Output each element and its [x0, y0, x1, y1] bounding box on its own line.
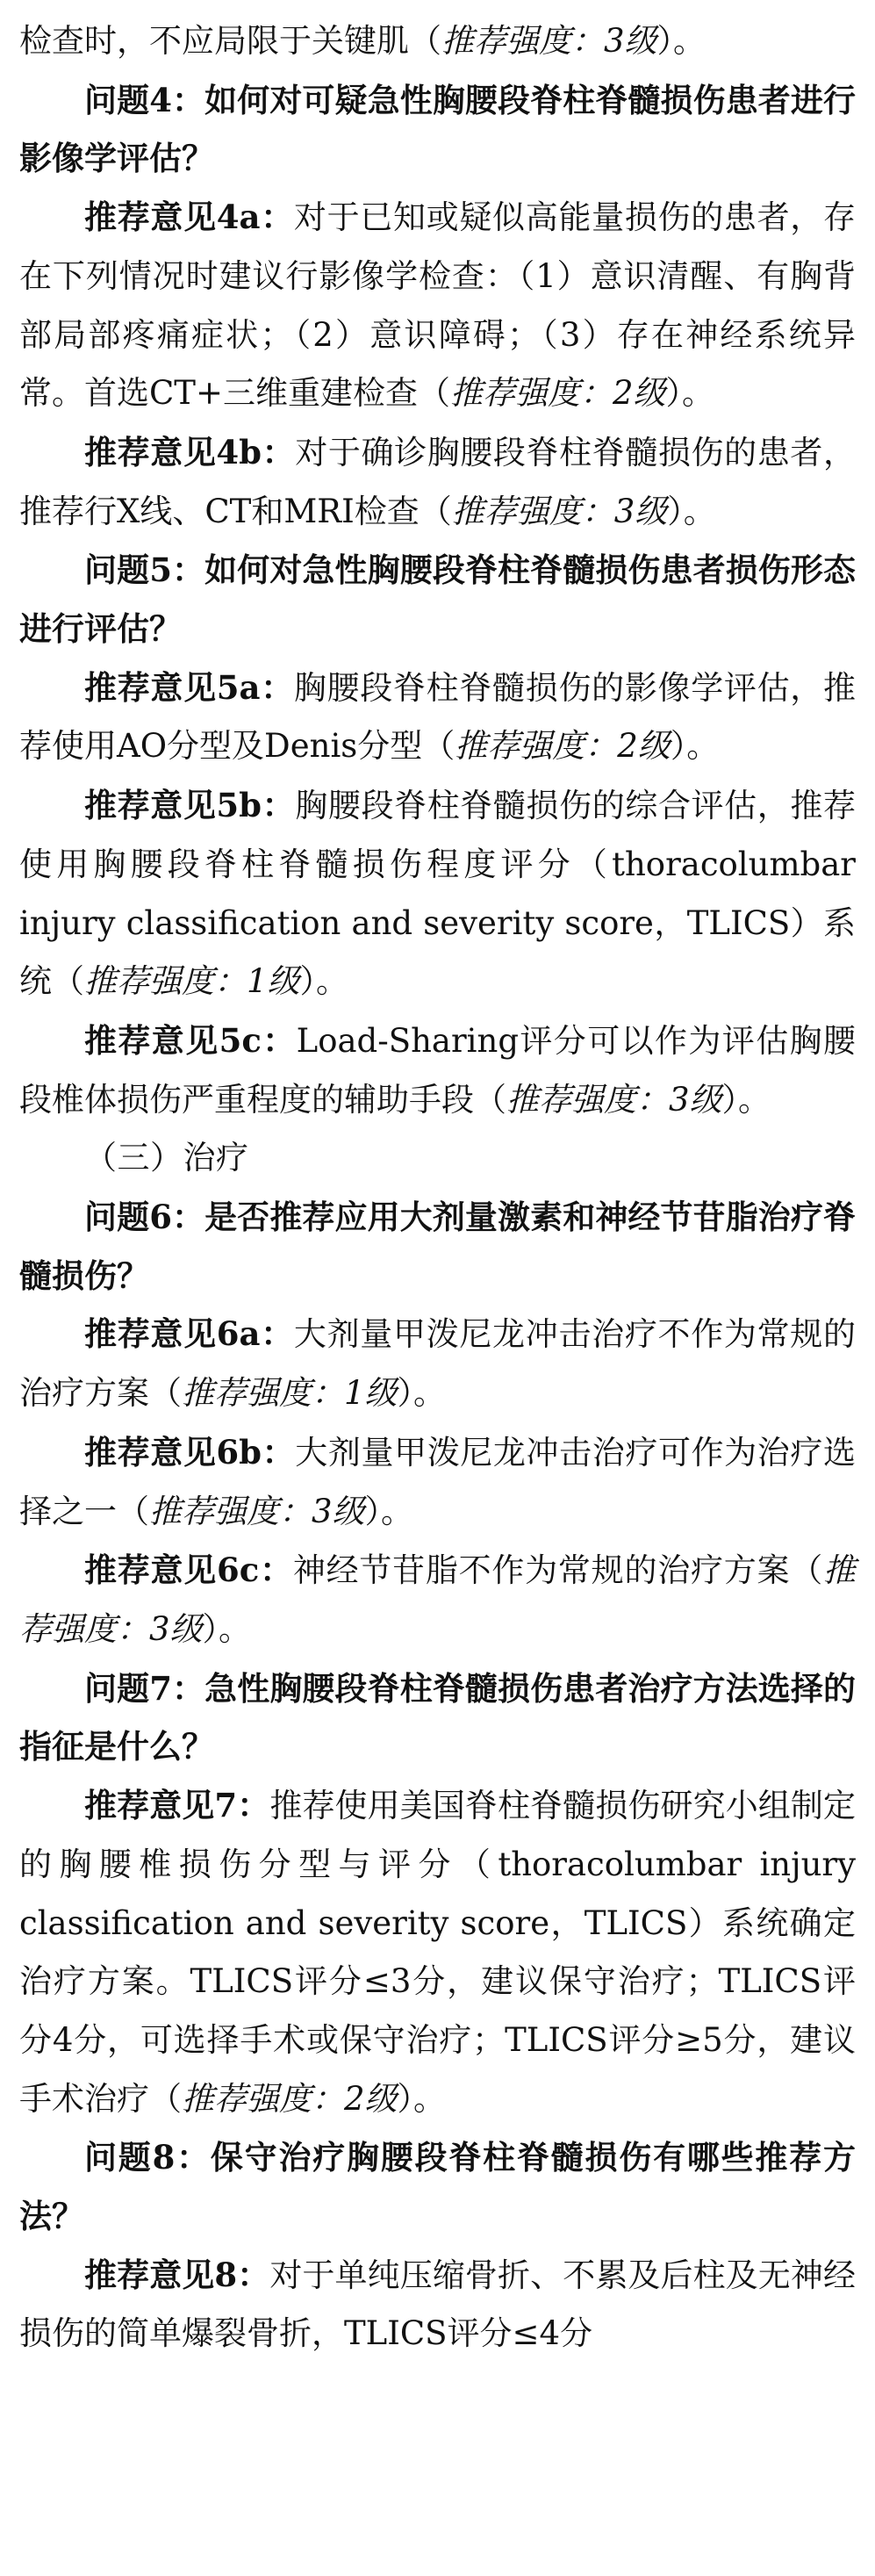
- question-6: [19, 1188, 856, 1305]
- recommendation-text: 胸腰段脊柱脊髓损伤的影像学评估，推荐使用AO分型及Denis分型（: [19, 668, 857, 766]
- recommendation-6a: [19, 1305, 856, 1422]
- text-tail: ）。: [670, 727, 720, 766]
- recommendation-label: 推荐意见6a：: [84, 1314, 294, 1354]
- text-tail: ）。: [364, 1492, 414, 1530]
- recommendation-label: 推荐意见4a：: [84, 198, 294, 237]
- recommendation-7: [19, 1776, 856, 2128]
- question-8: [19, 2128, 856, 2245]
- question-label: 问题8：: [84, 2138, 211, 2177]
- question-7: [19, 1659, 856, 1776]
- recommendation-strength: 推荐强度：2级: [450, 374, 666, 413]
- paragraph-1: [19, 12, 856, 71]
- recommendation-4b: [19, 423, 856, 541]
- text-tail: ）。: [202, 1609, 252, 1648]
- recommendation-text: 神经节苷脂不作为常规的治疗方案（: [292, 1551, 824, 1590]
- recommendation-strength: 推荐强度：1级: [84, 962, 300, 1001]
- recommendation-text: 对于单纯压缩骨折、不累及后柱及无神经损伤的简单爆裂骨折，TLICS评分≤4分: [19, 2256, 857, 2353]
- recommendation-strength: 推荐强度：1级: [182, 1374, 398, 1413]
- text-tail: ）。: [665, 374, 715, 413]
- recommendation-text: Load-Sharing评分可以作为评估胸腰段椎体损伤严重程度的辅助手段（: [19, 1021, 856, 1119]
- text: 检查时，不应局限于关键肌（: [19, 22, 441, 60]
- question-text: 急性胸腰段脊柱脊髓损伤患者治疗方法选择的指征是什么？: [19, 1668, 856, 1767]
- text-tail: ）。: [667, 492, 716, 530]
- recommendation-4a: [19, 188, 856, 423]
- recommendation-label: 推荐意见8：: [84, 2255, 270, 2294]
- text-tail: ）。: [721, 1080, 771, 1119]
- recommendation-6c: [19, 1541, 856, 1659]
- recommendation-label: 推荐意见6b：: [84, 1432, 296, 1471]
- recommendation-text: 对于确诊胸腰段脊柱脊髓损伤的患者，推荐行X线、CT和MRI检查（: [19, 433, 856, 530]
- recommendation-strength: 推荐强度：3级: [19, 1551, 857, 1648]
- text-tail: ）。: [299, 962, 349, 1001]
- recommendation-label: 推荐意见5b：: [84, 786, 296, 825]
- recommendation-label: 推荐意见6c：: [84, 1551, 293, 1590]
- section-heading-treatment: [19, 1129, 856, 1188]
- recommendation-label: 推荐意见5a：: [84, 667, 294, 707]
- recommendation-label: 推荐意见5c：: [84, 1020, 297, 1060]
- text-tail: ）。: [656, 22, 706, 60]
- recommendation-label: 推荐意见4b：: [84, 432, 296, 471]
- question-label: 问题6：: [84, 1198, 205, 1237]
- recommendation-8: [19, 2246, 856, 2364]
- recommendation-text: 胸腰段脊柱脊髓损伤的综合评估，推荐使用胸腰段脊柱脊髓损伤程度评分（thoracolumbar injury classification and severity score，TLICS）系统（: [19, 787, 856, 1001]
- text-tail: ）。: [397, 1374, 447, 1413]
- question-text: 如何对可疑急性胸腰段脊柱脊髓损伤患者进行影像学评估？: [19, 80, 856, 178]
- question-label: 问题7：: [84, 1668, 205, 1708]
- question-label: 问题4：: [84, 80, 205, 119]
- question-5: [19, 541, 856, 658]
- recommendation-strength: 推荐强度：2级: [182, 2079, 398, 2118]
- recommendation-label: 推荐意见7：: [84, 1786, 270, 1825]
- recommendation-6b: [19, 1423, 856, 1541]
- recommendation-text: 大剂量甲泼尼龙冲击治疗可作为治疗选择之一（: [19, 1433, 856, 1530]
- recommendation-text: 推荐使用美国脊柱脊髓损伤研究小组制定的胸腰椎损伤分型与评分（thoracolumbar injury classification and severity score，TLICS）系统确定治疗方案。TLICS评分≤3分，建议保守治疗；TLICS评分4分，可选择手术或保守治疗；TLICS评分≥5分，建议手术治疗（: [19, 1787, 857, 2118]
- recommendation-5a: [19, 658, 856, 776]
- section-title: （三）治疗: [84, 1139, 249, 1177]
- recommendation-text: 大剂量甲泼尼龙冲击治疗不作为常规的治疗方案（: [19, 1315, 857, 1413]
- question-4: [19, 71, 856, 188]
- recommendation-strength: 推荐强度：2级: [455, 727, 671, 766]
- recommendation-5c: [19, 1011, 856, 1129]
- recommendation-5b: [19, 776, 856, 1011]
- recommendation-strength: 推荐强度：3级: [441, 22, 657, 60]
- recommendation-strength: 推荐强度：3级: [451, 492, 668, 530]
- question-text: 如何对急性胸腰段脊柱脊髓损伤患者损伤形态进行评估？: [19, 550, 856, 649]
- question-label: 问题5：: [84, 550, 205, 590]
- recommendation-strength: 推荐强度：3级: [149, 1492, 365, 1530]
- recommendation-strength: 推荐强度：3级: [506, 1080, 722, 1119]
- question-text: 保守治疗胸腰段脊柱脊髓损伤有哪些推荐方法？: [19, 2138, 857, 2236]
- question-text: 是否推荐应用大剂量激素和神经节苷脂治疗脊髓损伤？: [19, 1198, 856, 1295]
- recommendation-text: 对于已知或疑似高能量损伤的患者，存在下列情况时建议行影像学检查：（1）意识清醒、有胸背部局部疼痛症状；（2）意识障碍；（3）存在神经系统异常。首选CT+三维重建检查（: [19, 198, 857, 413]
- text-tail: ）。: [397, 2079, 447, 2118]
